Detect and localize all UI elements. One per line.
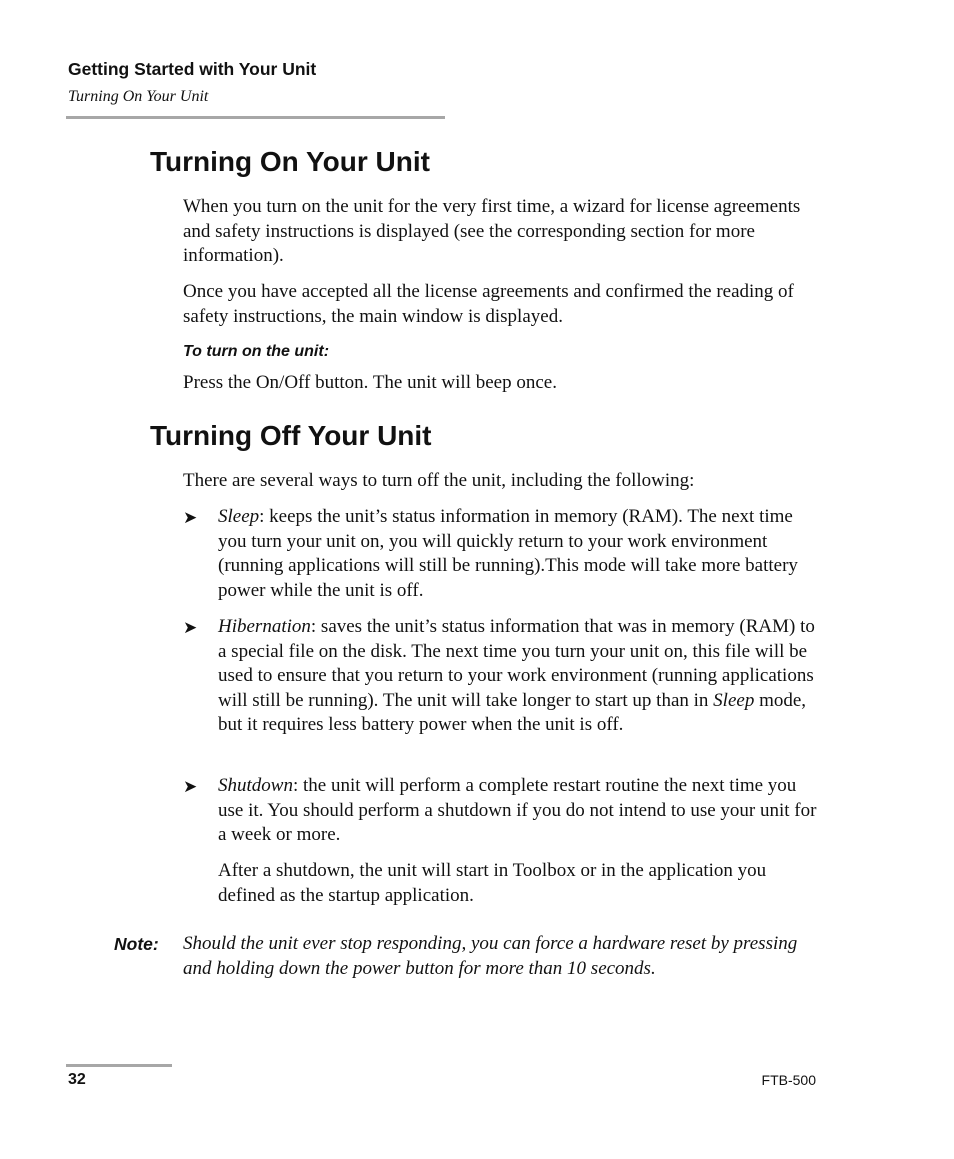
- note-text: Should the unit ever stop responding, you can force a hardware reset by pressing and holding down the power button for more than 10 seconds.: [183, 933, 798, 979]
- footer-divider: [66, 1064, 172, 1067]
- term-hibernation: Hibernation: [218, 616, 311, 637]
- bullet-hibernation-text-2: mode, but it requires less battery power when the unit is off.: [218, 689, 807, 735]
- turning-on-paragraph-2: Once you have accepted all the license agreements and confirmed the reading of safety instructions, the main window is displayed.: [183, 281, 794, 327]
- after-shutdown-paragraph: After a shutdown, the unit will start in Toolbox or in the application you defined as the startup application.: [218, 860, 767, 906]
- page-number: 32: [68, 1071, 86, 1088]
- bullet-hibernation: [218, 615, 823, 738]
- bullet-arrow-icon: ➤: [183, 618, 198, 637]
- heading-turning-on: Turning On Your Unit: [150, 146, 430, 177]
- heading-turning-off: Turning Off Your Unit: [150, 420, 432, 451]
- bullet-sleep-text: : keeps the unit’s status information in memory (RAM). The next time you turn your unit on, you will quickly return to your work environment (running applications will still be running).This mode will take more battery power while the unit is off.: [218, 506, 798, 601]
- inline-term-sleep: Sleep: [713, 689, 755, 711]
- product-name: FTB-500: [761, 1072, 816, 1088]
- bullet-arrow-icon: ➤: [183, 508, 198, 527]
- note-label: Note:: [114, 934, 159, 954]
- bullet-shutdown: [218, 774, 823, 848]
- header-divider: [66, 116, 445, 119]
- running-chapter-title: Getting Started with Your Unit: [68, 59, 317, 79]
- turning-on-paragraph-1: When you turn on the unit for the very first time, a wizard for license agreements and safety instructions is displayed (see the corresponding section for more information).: [183, 196, 801, 266]
- bullet-arrow-icon: ➤: [183, 777, 198, 796]
- term-shutdown: Shutdown: [218, 775, 293, 796]
- bullet-hibernation-text-1: : saves the unit’s status information that was in memory (RAM) to a special file on the disk. The next time you turn your unit on, this file will be used to ensure that you return to your work environment (running applications will still be running). The unit will take longer to start up than in: [218, 616, 815, 711]
- term-sleep: Sleep: [218, 506, 260, 527]
- procedure-heading: To turn on the unit:: [183, 343, 330, 360]
- running-section-title: Turning On Your Unit: [68, 88, 209, 105]
- turning-off-intro: There are several ways to turn off the unit, including the following:: [183, 470, 695, 491]
- bullet-shutdown-text: : the unit will perform a complete restart routine the next time you use it. You should perform a shutdown if you do not intend to use your unit for a week or more.: [218, 775, 817, 845]
- procedure-step: Press the On/Off button. The unit will beep once.: [183, 372, 557, 393]
- bullet-sleep: [218, 505, 823, 603]
